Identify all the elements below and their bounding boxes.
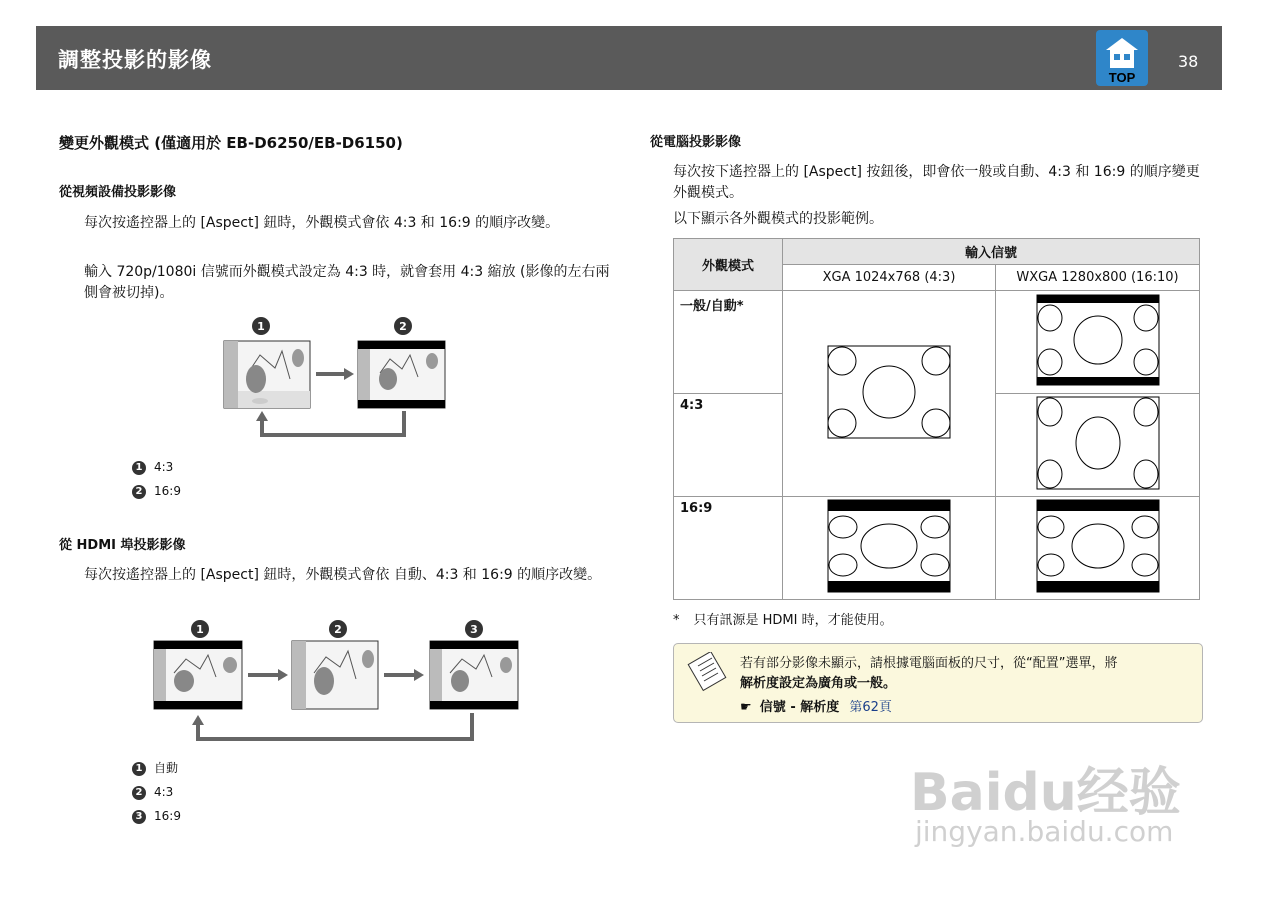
screen-4-3 bbox=[292, 641, 378, 709]
footnote: * 只有訊源是 HDMI 時，才能使用。 bbox=[673, 613, 893, 628]
screen-16-9 bbox=[358, 341, 445, 408]
svg-text:2: 2 bbox=[399, 320, 407, 333]
page-header bbox=[36, 26, 1222, 90]
sub-col-wxga: WXGA 1280x800 (16:10) bbox=[996, 265, 1200, 291]
row-16-9-label: 16:9 bbox=[674, 497, 783, 600]
screen-wxga-16-9 bbox=[1036, 499, 1160, 593]
legend-item: 2 4:3 bbox=[132, 780, 181, 804]
hdmi-aspect-diagram bbox=[150, 617, 522, 745]
cell-xga-normal bbox=[783, 291, 996, 497]
page-number: 38 bbox=[1178, 52, 1199, 71]
screen-wxga-normal bbox=[1036, 294, 1160, 386]
screen-4-3 bbox=[224, 341, 310, 408]
row-4-3-label: 4:3 bbox=[674, 394, 783, 497]
video-legend bbox=[132, 455, 181, 503]
legend-item: 1 自動 bbox=[132, 756, 181, 780]
row-normal-label: 一般/自動* bbox=[674, 291, 783, 394]
screen-xga-16-9 bbox=[827, 499, 951, 593]
screen-16-9 bbox=[430, 641, 518, 709]
legend-item: 3 16:9 bbox=[132, 804, 181, 828]
hdmi-legend bbox=[132, 756, 181, 828]
cell-xga-16-9 bbox=[783, 497, 996, 600]
note-reference: ☛ 信號 - 解析度 第62頁 bbox=[740, 700, 892, 715]
note-box bbox=[673, 643, 1203, 723]
col-input-header: 輸入信號 bbox=[783, 239, 1200, 265]
video-paragraph-1: 每次按遙控器上的 [Aspect] 鈕時，外觀模式會依 4:3 和 16:9 的順序改變。 bbox=[84, 215, 560, 231]
note-text: 若有部分影像未顯示，請根據電腦面板的尺寸，從“配置”選單，將 解析度設定為廣角或一般。 bbox=[740, 656, 1118, 691]
video-paragraph-2: 輸入 720p/1080i 信號而外觀模式設定為 4:3 時，就會套用 4:3 縮放 (影像的左右兩側會被切掉)。 bbox=[84, 264, 610, 301]
cell-wxga-16-9 bbox=[996, 497, 1200, 600]
video-heading: 從視頻設備投影影像 bbox=[59, 185, 177, 200]
pointing-hand-icon: ☛ bbox=[740, 700, 752, 715]
legend-item: 2 16:9 bbox=[132, 479, 181, 503]
section-title: 變更外觀模式 (僅適用於 EB-D6250/EB-D6150) bbox=[59, 134, 403, 152]
screen-wxga-4-3 bbox=[1036, 396, 1160, 490]
video-aspect-diagram bbox=[220, 313, 450, 443]
aspect-table bbox=[673, 238, 1200, 600]
svg-text:1: 1 bbox=[196, 623, 204, 636]
hdmi-heading: 從 HDMI 埠投影影像 bbox=[59, 538, 186, 553]
legend-item: 1 4:3 bbox=[132, 455, 181, 479]
cell-wxga-normal bbox=[996, 291, 1200, 394]
col-mode-header: 外觀模式 bbox=[674, 239, 783, 291]
page-62-link[interactable]: 第62頁 bbox=[849, 700, 892, 715]
baidu-watermark: Baidu经验 bbox=[910, 763, 1181, 823]
svg-text:TOP: TOP bbox=[1108, 70, 1136, 85]
svg-text:3: 3 bbox=[470, 623, 478, 636]
svg-text:2: 2 bbox=[334, 623, 342, 636]
sub-col-xga: XGA 1024x768 (4:3) bbox=[783, 265, 996, 291]
note-pencil-icon bbox=[686, 652, 730, 692]
top-home-icon[interactable] bbox=[1096, 30, 1148, 86]
baidu-watermark-url: jingyan.baidu.com bbox=[915, 815, 1174, 848]
computer-paragraph-2: 以下顯示各外觀模式的投影範例。 bbox=[673, 211, 883, 227]
computer-heading: 從電腦投影影像 bbox=[650, 135, 742, 150]
cell-wxga-4-3 bbox=[996, 394, 1200, 497]
hdmi-paragraph: 每次按遙控器上的 [Aspect] 鈕時，外觀模式會依 自動、4:3 和 16:9 的順序改變。 bbox=[84, 567, 602, 583]
page-title: 調整投影的影像 bbox=[58, 48, 212, 72]
screen-xga-full bbox=[827, 345, 951, 439]
screen-auto bbox=[154, 641, 242, 709]
svg-text:1: 1 bbox=[257, 320, 265, 333]
computer-paragraph-1: 每次按下遙控器上的 [Aspect] 按鈕後，即會依一般或自動、4:3 和 16:9 的順序變更外觀模式。 bbox=[673, 164, 1200, 201]
